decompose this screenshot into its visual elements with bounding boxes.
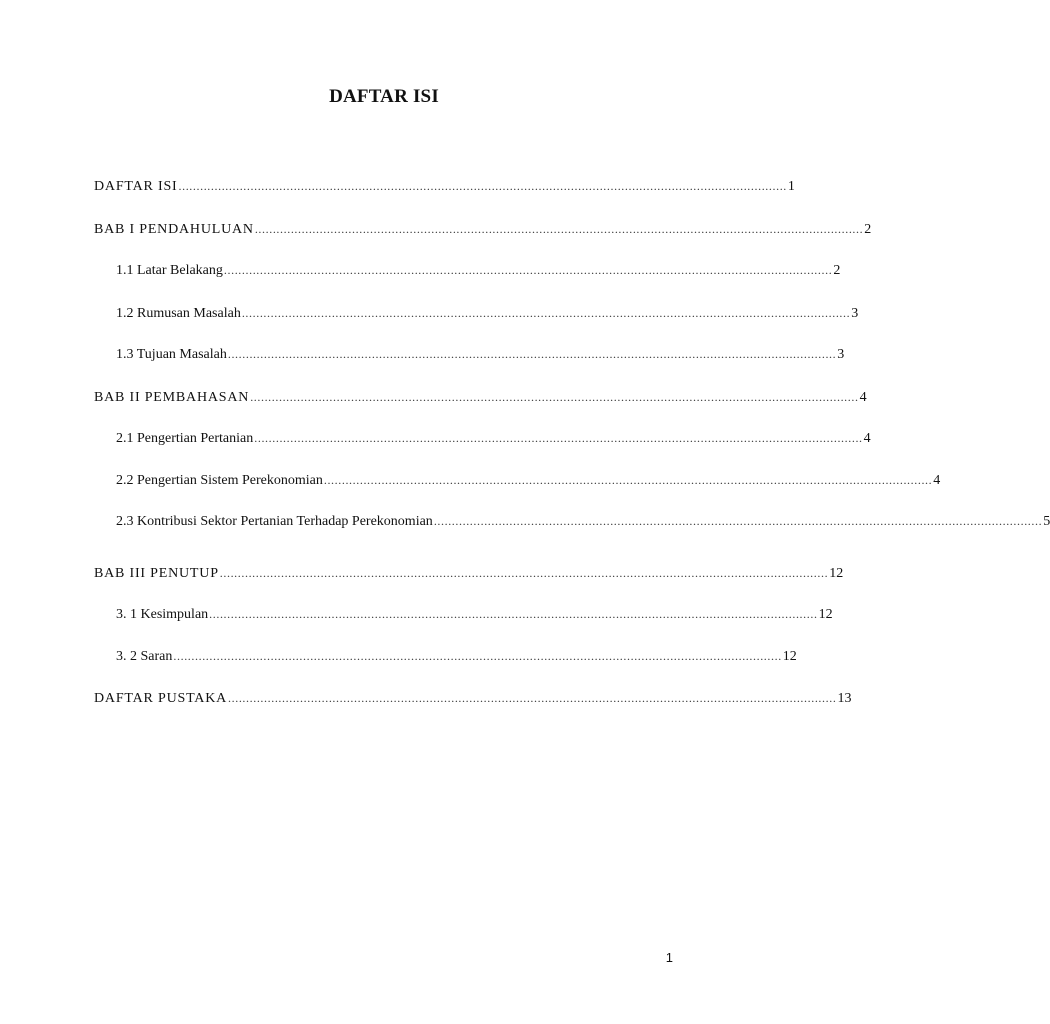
toc-entry-page: 13 — [837, 691, 852, 706]
toc-entry-page: 4 — [933, 473, 941, 488]
toc-entry-page: 12 — [782, 649, 797, 664]
toc-entry-2-3 — [116, 514, 1050, 530]
toc-dot-leader: ......................................................................................................................................................................... — [254, 431, 863, 445]
page-number: 1 — [665, 950, 673, 965]
toc-entry-page: 2 — [864, 222, 872, 237]
toc-entry-1-2 — [116, 306, 859, 322]
toc-entry-label: BAB I PENDAHULUAN — [94, 222, 254, 237]
toc-entry-daftar-pustaka — [94, 691, 852, 707]
toc-entry-3-2 — [116, 649, 797, 665]
toc-dot-leader: ......................................................................................................................................................................... — [433, 514, 1043, 528]
toc-entry-label: 2.1 Pengertian Pertanian — [116, 431, 254, 446]
toc-entry-page: 1 — [787, 179, 795, 194]
toc-entry-page: 2 — [833, 263, 841, 278]
toc-entry-page: 3 — [837, 347, 845, 362]
toc-dot-leader: ......................................................................................................................................................................... — [323, 473, 933, 487]
toc-entry-label: 1.1 Latar Belakang — [116, 263, 223, 278]
toc-dot-leader: ......................................................................................................................................................................... — [173, 649, 782, 663]
toc-entry-daftar-isi — [94, 179, 795, 195]
toc-entry-label: 3. 2 Saran — [116, 649, 173, 664]
toc-entry-3-1 — [116, 607, 833, 623]
toc-dot-leader: ......................................................................................................................................................................... — [228, 691, 837, 705]
toc-dot-leader: ......................................................................................................................................................................... — [250, 390, 859, 404]
toc-entry-2-2 — [116, 473, 941, 489]
toc-entry-bab-2 — [94, 390, 867, 406]
page-title: DAFTAR ISI — [329, 86, 439, 107]
toc-entry-label: 1.3 Tujuan Masalah — [116, 347, 227, 362]
toc-entry-label: BAB III PENUTUP — [94, 566, 219, 581]
toc-entry-label: DAFTAR PUSTAKA — [94, 691, 228, 706]
toc-dot-leader: ......................................................................................................................................................................... — [219, 566, 829, 580]
toc-dot-leader: ......................................................................................................................................................................... — [254, 222, 864, 236]
toc-entry-page: 12 — [818, 607, 833, 622]
toc-entry-bab-1 — [94, 222, 872, 238]
toc-entry-1-1 — [116, 263, 841, 279]
toc-dot-leader: ......................................................................................................................................................................... — [241, 306, 851, 320]
toc-entry-label: DAFTAR ISI — [94, 179, 178, 194]
toc-dot-leader: ......................................................................................................................................................................... — [223, 263, 833, 277]
toc-entry-page: 4 — [863, 431, 871, 446]
toc-entry-label: 1.2 Rumusan Masalah — [116, 306, 241, 321]
toc-entry-page: 4 — [859, 390, 867, 405]
toc-entry-bab-3 — [94, 566, 844, 582]
toc-entry-page: 3 — [851, 306, 859, 321]
toc-dot-leader: ......................................................................................................................................................................... — [209, 607, 818, 621]
toc-dot-leader: ......................................................................................................................................................................... — [178, 179, 787, 193]
toc-dot-leader: ......................................................................................................................................................................... — [227, 347, 837, 361]
toc-entry-2-1 — [116, 431, 871, 447]
toc-entry-label: 2.3 Kontribusi Sektor Pertanian Terhadap Perekonomian — [116, 514, 433, 529]
toc-entry-1-3 — [116, 347, 845, 363]
toc-entry-page: 5 — [1043, 514, 1050, 529]
toc-entry-label: BAB II PEMBAHASAN — [94, 390, 250, 405]
toc-entry-label: 3. 1 Kesimpulan — [116, 607, 209, 622]
toc-entry-page: 12 — [829, 566, 844, 581]
toc-entry-label: 2.2 Pengertian Sistem Perekonomian — [116, 473, 323, 488]
